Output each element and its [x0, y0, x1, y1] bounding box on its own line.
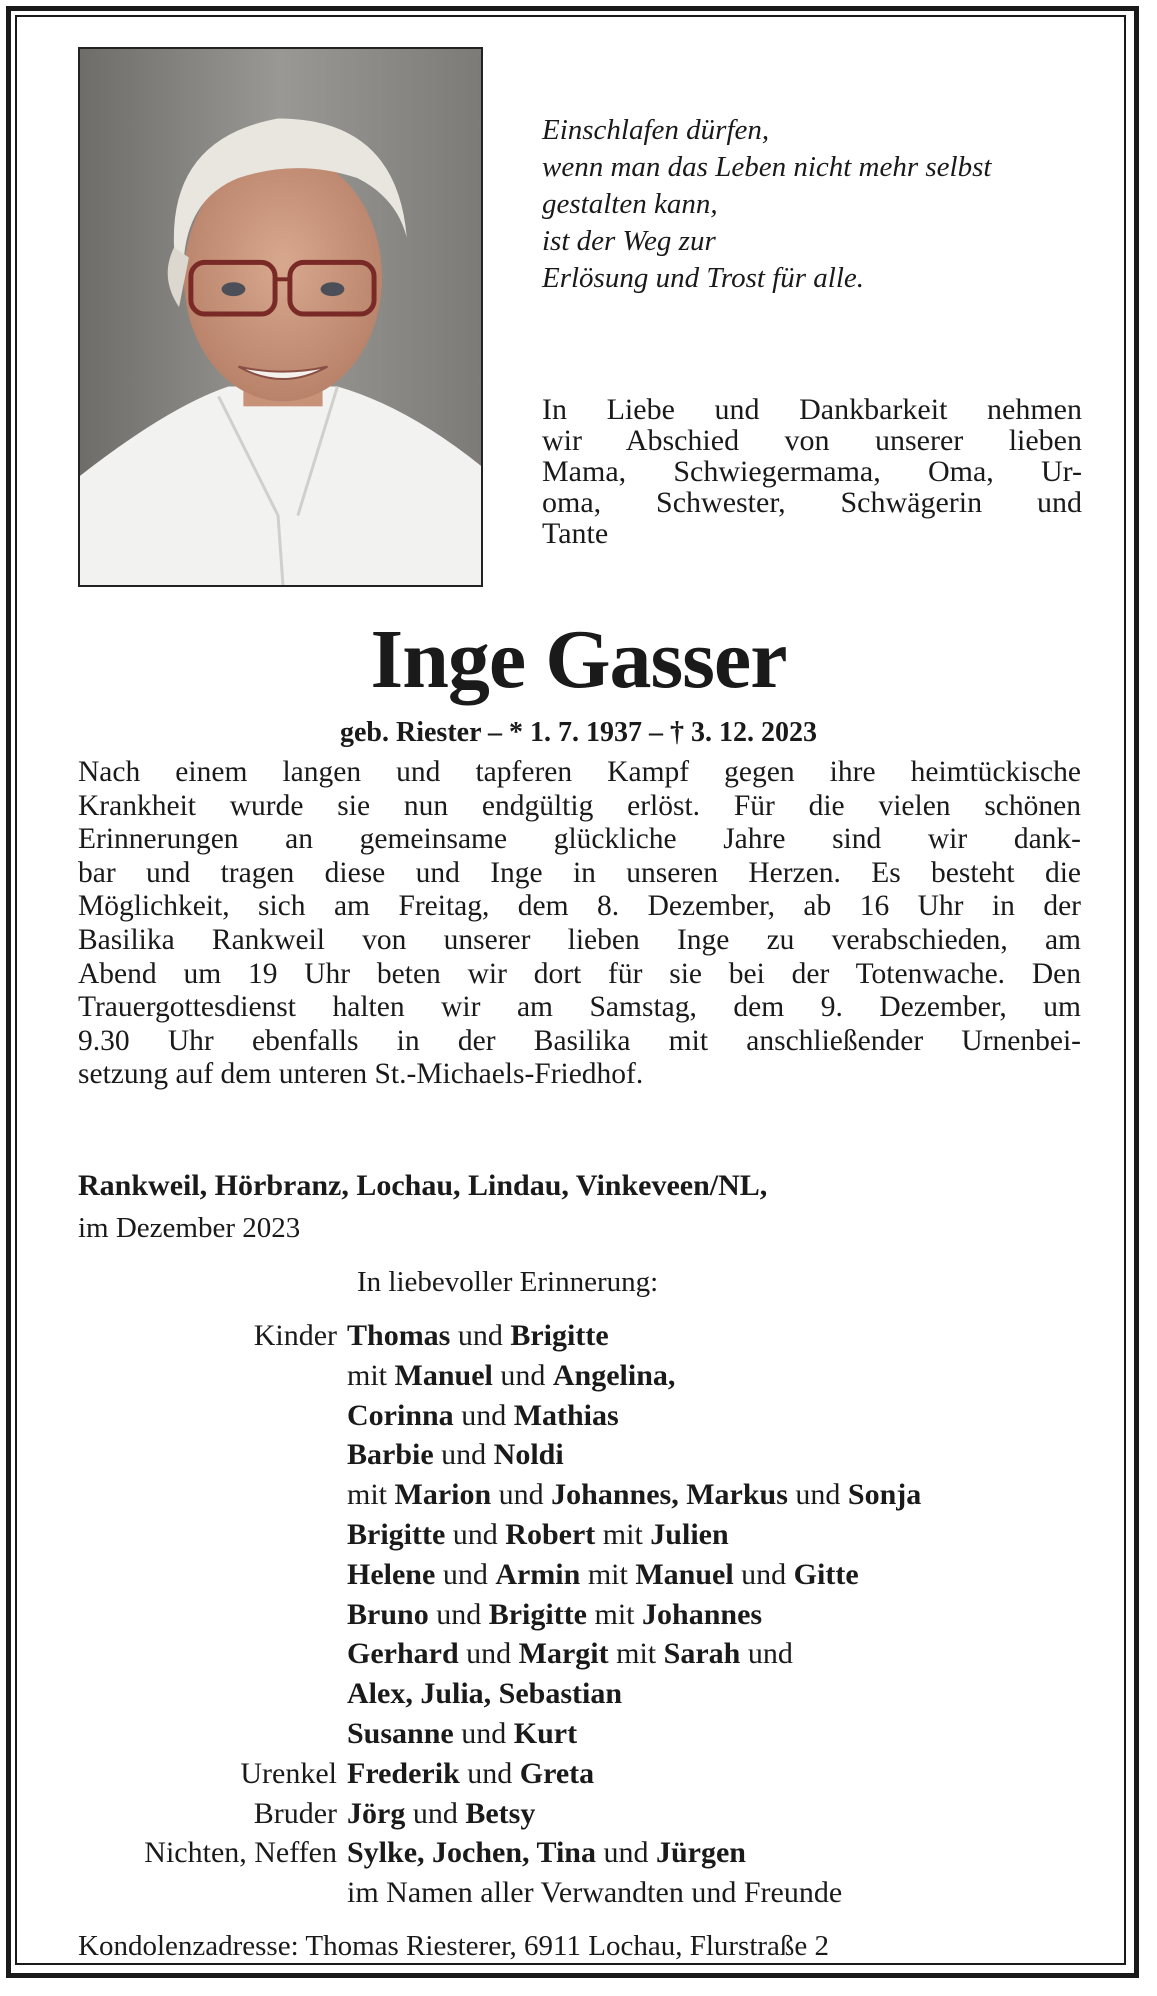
- family-row: [60, 1754, 1110, 1794]
- connector: und: [603, 1836, 649, 1870]
- poem-line: wenn man das Leben nicht mehr selbst: [542, 151, 992, 183]
- family-row: [60, 1833, 1110, 1873]
- family-list: [60, 1316, 1110, 1913]
- family-name: Johannes, Markus: [551, 1478, 788, 1512]
- family-row: [60, 1714, 1110, 1754]
- family-row: [60, 1873, 1110, 1913]
- body-line: Krankheit wurde sie nun endgültig erlöst. Für die vielen schönen: [78, 789, 1081, 822]
- family-name: Jörg: [347, 1796, 406, 1830]
- family-row: [60, 1515, 1110, 1555]
- connector: und: [498, 1478, 544, 1512]
- body-line: Abend um 19 Uhr beten wir dort für sie bei der Totenwache. Den: [78, 957, 1081, 990]
- connector: und: [457, 1319, 503, 1352]
- family-name: Brigitte: [347, 1517, 446, 1551]
- connector: mit: [594, 1597, 635, 1631]
- family-name: Margit: [518, 1637, 609, 1671]
- family-name: Marion: [394, 1478, 492, 1512]
- family-row: [60, 1634, 1110, 1674]
- family-name: Sonja: [847, 1478, 922, 1512]
- family-name: Johannes: [642, 1597, 763, 1631]
- connector: und: [441, 1438, 487, 1472]
- body-line: Trauergottesdienst halten wir am Samstag, dem 9. Dezember, um: [78, 991, 1081, 1024]
- family-row: [60, 1555, 1110, 1595]
- connector: und: [461, 1716, 507, 1750]
- body-line: Nach einem langen und tapferen Kampf gegen ihre heimtückische: [78, 756, 1081, 788]
- family-name: Sylke, Jochen, Tina: [347, 1836, 596, 1870]
- family-name: Mathias: [513, 1398, 619, 1432]
- intro-line: Mama, Schwiegermama, Oma, Ur-: [542, 455, 1082, 488]
- family-name: Bruno: [347, 1597, 429, 1631]
- connector: und: [741, 1557, 787, 1591]
- connector: mit: [587, 1557, 628, 1591]
- intro-text: [542, 394, 1082, 549]
- family-row: [60, 1356, 1110, 1396]
- connector: und: [747, 1637, 793, 1671]
- connector: und: [466, 1637, 512, 1671]
- family-name: Jürgen: [655, 1836, 746, 1870]
- intro-line: In Liebe und Dankbarkeit nehmen: [542, 393, 1082, 426]
- family-name: Gitte: [793, 1557, 859, 1591]
- family-row: [60, 1435, 1110, 1475]
- family-name: Corinna: [347, 1398, 454, 1432]
- connector: mit: [616, 1637, 657, 1671]
- family-name: Julien: [650, 1517, 729, 1551]
- family-name: Greta: [519, 1756, 595, 1790]
- family-row: [60, 1674, 1110, 1714]
- connector: und: [412, 1796, 458, 1830]
- family-name: Angelina,: [552, 1358, 676, 1392]
- family-row: [60, 1316, 1110, 1356]
- poem: [542, 112, 1102, 297]
- family-name: Alex, Julia, Sebastian: [347, 1677, 623, 1711]
- intro-line: wir Abschied von unserer lieben: [542, 424, 1082, 457]
- family-row: [60, 1396, 1110, 1436]
- family-name: Manuel: [394, 1358, 493, 1392]
- connector: mit: [347, 1478, 388, 1512]
- family-name: Gerhard: [347, 1637, 459, 1671]
- body-line: Möglichkeit, sich am Freitag, dem 8. Dezember, ab 16 Uhr in der: [78, 890, 1081, 923]
- family-name: Manuel: [635, 1557, 734, 1591]
- life-dates: geb. Riester – * 1. 7. 1937 – † 3. 12. 2023: [340, 717, 817, 748]
- family-name: Thomas: [347, 1319, 451, 1352]
- family-name: Kurt: [513, 1716, 578, 1750]
- connector: und: [442, 1557, 488, 1591]
- family-row: [60, 1595, 1110, 1635]
- intro-line: Tante: [542, 517, 609, 550]
- relation-label: Nichten, Neffen: [144, 1836, 337, 1870]
- places: Rankweil, Hörbranz, Lochau, Lindau, Vinkeveen/NL,: [78, 1169, 768, 1202]
- intro-line: oma, Schwester, Schwägerin und: [542, 486, 1082, 519]
- family-name: Brigitte: [510, 1319, 609, 1352]
- date-line: im Dezember 2023: [78, 1212, 301, 1244]
- closing-line: im Namen aller Verwandten und Freunde: [347, 1876, 843, 1910]
- connector: mit: [347, 1358, 388, 1392]
- poem-line: Einschlafen dürfen,: [542, 114, 770, 146]
- family-row: [60, 1475, 1110, 1515]
- family-name: Frederik: [347, 1756, 460, 1790]
- memory-heading: In liebevoller Erinnerung:: [357, 1266, 659, 1298]
- body-line: setzung auf dem unteren St.-Michaels-Friedhof.: [78, 1058, 644, 1091]
- poem-line: gestalten kann,: [542, 188, 718, 220]
- family-name: Noldi: [493, 1438, 564, 1472]
- family-name: Sarah: [663, 1637, 741, 1671]
- connector: und: [467, 1756, 513, 1790]
- body-line: bar und tragen diese und Inge in unseren Herzen. Es besteht die: [78, 856, 1081, 889]
- body-text: [78, 756, 1081, 1092]
- family-name: Susanne: [347, 1716, 454, 1750]
- poem-line: ist der Weg zur: [542, 225, 716, 257]
- connector: und: [795, 1478, 841, 1512]
- connector: und: [452, 1517, 498, 1551]
- relation-label: Kinder: [253, 1319, 337, 1352]
- family-name: Barbie: [347, 1438, 434, 1472]
- connector: und: [500, 1358, 546, 1392]
- family-row: [60, 1794, 1110, 1834]
- portrait-photo: [78, 47, 483, 587]
- family-name: Helene: [347, 1557, 436, 1591]
- relation-label: Bruder: [253, 1796, 337, 1830]
- deceased-name: Inge Gasser: [370, 613, 787, 706]
- relation-label: Urenkel: [240, 1756, 337, 1790]
- connector: mit: [602, 1517, 643, 1551]
- body-line: Basilika Rankweil von unserer lieben Inge zu verabschieden, am: [78, 923, 1081, 956]
- family-name: Robert: [505, 1517, 596, 1551]
- body-line: Erinnerungen an gemeinsame glückliche Jahre sind wir dank-: [78, 823, 1081, 856]
- condolence-address: Kondolenzadresse: Thomas Riesterer, 6911 Lochau, Flurstraße 2: [78, 1930, 830, 1962]
- connector: und: [461, 1398, 507, 1432]
- family-name: Brigitte: [488, 1597, 587, 1631]
- connector: und: [436, 1597, 482, 1631]
- family-name: Betsy: [465, 1796, 536, 1830]
- family-name: Armin: [495, 1557, 581, 1591]
- body-line: 9.30 Uhr ebenfalls in der Basilika mit anschließender Urnenbei-: [78, 1024, 1081, 1057]
- poem-line: Erlösung und Trost für alle.: [542, 262, 865, 294]
